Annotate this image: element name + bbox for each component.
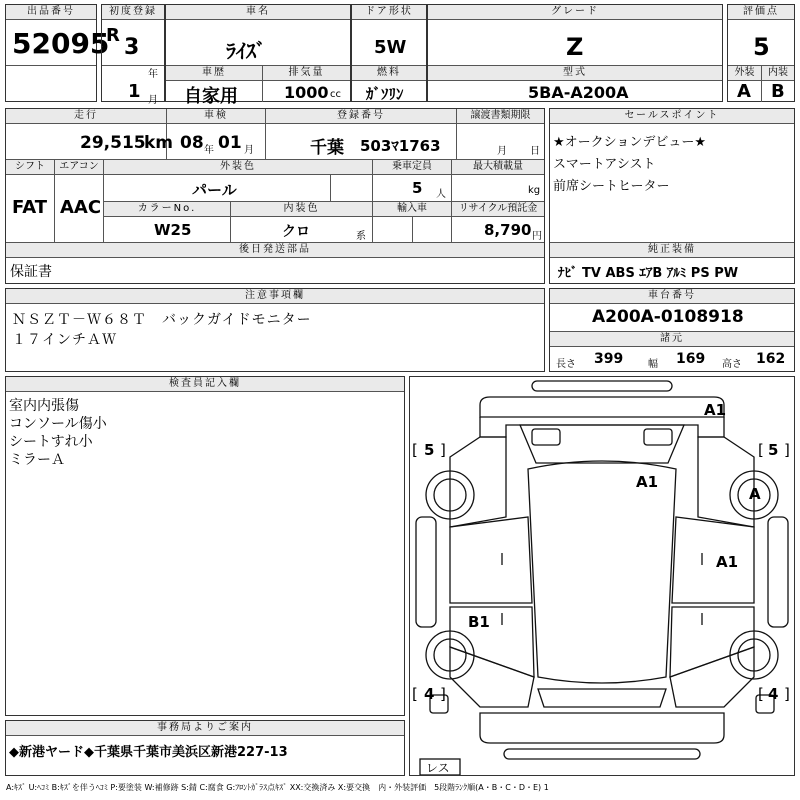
cap-value: 5	[412, 179, 423, 197]
tire-rl: 4	[424, 685, 435, 703]
wid-value: 169	[676, 351, 706, 367]
inspect-month: 01	[218, 133, 242, 153]
inspector-label: 検査員記入欄	[6, 377, 404, 392]
score-label: 評価点	[728, 5, 794, 20]
office-section	[5, 720, 405, 776]
first-reg-section	[101, 4, 165, 106]
tire-bracket-fl-l: [	[412, 441, 418, 459]
history-value: 自家用	[184, 86, 238, 107]
tire-bracket-rr-l: [	[758, 685, 764, 703]
color-label: 外装色	[104, 160, 372, 175]
int-value: B	[771, 81, 785, 102]
history-label: 車歴	[166, 66, 262, 81]
intcolor-value: クロ	[282, 224, 310, 240]
type-value: 5BA-A200A	[528, 83, 629, 102]
sales-line-3: 前席シートヒーター	[553, 179, 670, 194]
load-unit: kg	[528, 185, 541, 196]
lot-number: 52095	[12, 27, 110, 60]
office-text: ◆新港ヤード◆千葉県千葉市美浜区新港227-13	[9, 745, 288, 760]
car-diagram	[409, 376, 795, 776]
colorno-label: カラーNo.	[104, 202, 230, 217]
mark-door-r: A1	[716, 553, 739, 571]
reg-month: 1	[128, 81, 141, 102]
equip-value: ﾅﾋﾞ TV ABS ｴｱB ｱﾙﾐ PS PW	[558, 266, 739, 281]
mileage-value: 29,515	[80, 133, 146, 153]
inspector-section	[5, 376, 405, 716]
chassis-value: A200A-0108918	[592, 307, 744, 327]
import-label: 輸入車	[373, 202, 451, 217]
chassis-label: 車台番号	[550, 289, 794, 304]
mileage-unit: km	[144, 133, 174, 153]
details-section	[5, 108, 545, 284]
car-outline	[410, 377, 794, 775]
door-section	[351, 4, 427, 102]
sales-label: セールスポイント	[550, 109, 794, 124]
inspector-line-2: コンソール傷小	[9, 416, 107, 432]
plate-pref: 千葉	[310, 138, 344, 158]
sales-section	[549, 108, 795, 284]
inspector-line-3: シートすれ小	[9, 434, 93, 450]
inspect-year-unit: 年	[204, 145, 214, 156]
mark-door-l: B1	[468, 613, 490, 631]
colorno-value: W25	[154, 221, 192, 239]
recycle-label: リサイクル預託金	[452, 202, 544, 217]
month-unit: 月	[148, 95, 158, 106]
plate-number: 503ﾏ1763	[360, 137, 441, 155]
len-label: 長さ	[556, 359, 576, 370]
intcolor-label: 内装色	[231, 202, 372, 217]
recycle-unit: 円	[532, 231, 542, 242]
inspector-line-1: 室内内張傷	[9, 398, 79, 414]
lot-section	[5, 4, 110, 102]
shift-value: FAT	[12, 197, 48, 218]
door-label: ドア形状	[352, 5, 426, 20]
model-label: 車名	[166, 5, 350, 20]
fuel-value: ｶﾞｿﾘﾝ	[366, 85, 404, 103]
inspect-year: 08	[180, 133, 204, 153]
cap-label: 乗車定員	[373, 160, 451, 175]
tire-fr: 5	[768, 441, 779, 459]
legend: A:ｷｽﾞ U:ﾍｺﾐ B:ｷｽﾞを伴うﾍｺﾐ P:要塗装 W:補修跡 S:錆 C:腐食 G:ﾌﾛﾝﾄｶﾞﾗｽ点ｷｽﾞ XX:交換済み X:要交換 内・外装評価 5段階ﾗﾝｸ順(A・B・C・D・E) 1	[6, 783, 549, 792]
sales-line-1: ★オークションデビュー★	[553, 135, 707, 150]
int-label: 内装	[762, 66, 794, 81]
ext-value: A	[737, 81, 751, 102]
notes-line-2: １７インチＡＷ	[12, 332, 117, 348]
door-value: 5W	[374, 37, 407, 58]
tire-bracket-rl-r: ]	[440, 685, 446, 703]
fuel-label: 燃料	[352, 66, 426, 81]
model-name: ﾗｲｽﾞ	[226, 39, 266, 63]
notes-section	[5, 288, 545, 372]
first-reg-label: 初度登録	[102, 5, 164, 20]
ext-label: 外装	[728, 66, 761, 81]
ac-value: AAC	[60, 197, 102, 218]
mark-wheel-fr: A	[749, 485, 761, 503]
plate-label: 登録番号	[266, 109, 456, 124]
spec-label: 諸元	[550, 332, 794, 347]
sales-line-2: スマートアシスト	[553, 157, 656, 172]
score-value: 5	[753, 33, 770, 61]
shift-label: シフト	[6, 160, 54, 175]
office-label: 事務局よりご案内	[6, 721, 404, 736]
disp-value: 1000	[284, 83, 329, 102]
tire-bracket-rr-r: ]	[784, 685, 790, 703]
model-section	[165, 4, 351, 107]
year-unit: 年	[148, 69, 158, 80]
notes-label: 注意事項欄	[6, 289, 544, 304]
disp-unit: cc	[330, 89, 341, 100]
color-value: パール	[192, 181, 237, 199]
grade-section	[427, 4, 723, 102]
grade-value: Z	[566, 33, 584, 61]
wid-label: 幅	[648, 359, 658, 370]
tire-rr: 4	[768, 685, 779, 703]
cap-unit: 人	[436, 189, 446, 200]
mark-roof: A1	[636, 473, 659, 491]
chassis-section	[549, 288, 795, 372]
tire-fl: 5	[424, 441, 435, 459]
grade-label: グレード	[428, 5, 722, 20]
doc-label: 譲渡書類期限	[457, 109, 544, 124]
type-label: 型式	[428, 66, 722, 81]
ac-label: エアコン	[55, 160, 103, 175]
tire-bracket-fl-r: ]	[440, 441, 446, 459]
doc-month-unit: 月	[497, 146, 507, 157]
later-value: 保証書	[10, 264, 52, 280]
later-label: 後日発送部品	[6, 243, 544, 258]
inspect-label: 車検	[167, 109, 265, 124]
era: R	[106, 25, 120, 46]
disp-label: 排気量	[263, 66, 350, 81]
tire-bracket-fr-r: ]	[784, 441, 790, 459]
intcolor-unit: 系	[356, 231, 366, 242]
hgt-value: 162	[756, 351, 786, 367]
load-label: 最大積載量	[452, 160, 544, 175]
inspect-month-unit: 月	[244, 145, 254, 156]
doc-day-unit: 日	[530, 146, 540, 157]
hgt-label: 高さ	[722, 359, 742, 370]
tire-spare: レス	[426, 761, 450, 775]
mileage-label: 走行	[6, 109, 166, 124]
lot-label: 出品番号	[6, 5, 96, 20]
notes-line-1: ＮＳＺＴ－Ｗ６８Ｔ バックガイドモニター	[12, 312, 312, 328]
tire-bracket-fr-l: [	[758, 441, 764, 459]
mark-hood: A1	[704, 401, 727, 419]
score-section	[727, 4, 795, 102]
recycle-value: 8,790	[484, 221, 532, 239]
reg-year: 3	[124, 35, 140, 60]
tire-bracket-rl-l: [	[412, 685, 418, 703]
len-value: 399	[594, 351, 624, 367]
equip-label: 純正装備	[550, 243, 794, 258]
inspector-line-4: ミラーＡ	[9, 452, 65, 468]
